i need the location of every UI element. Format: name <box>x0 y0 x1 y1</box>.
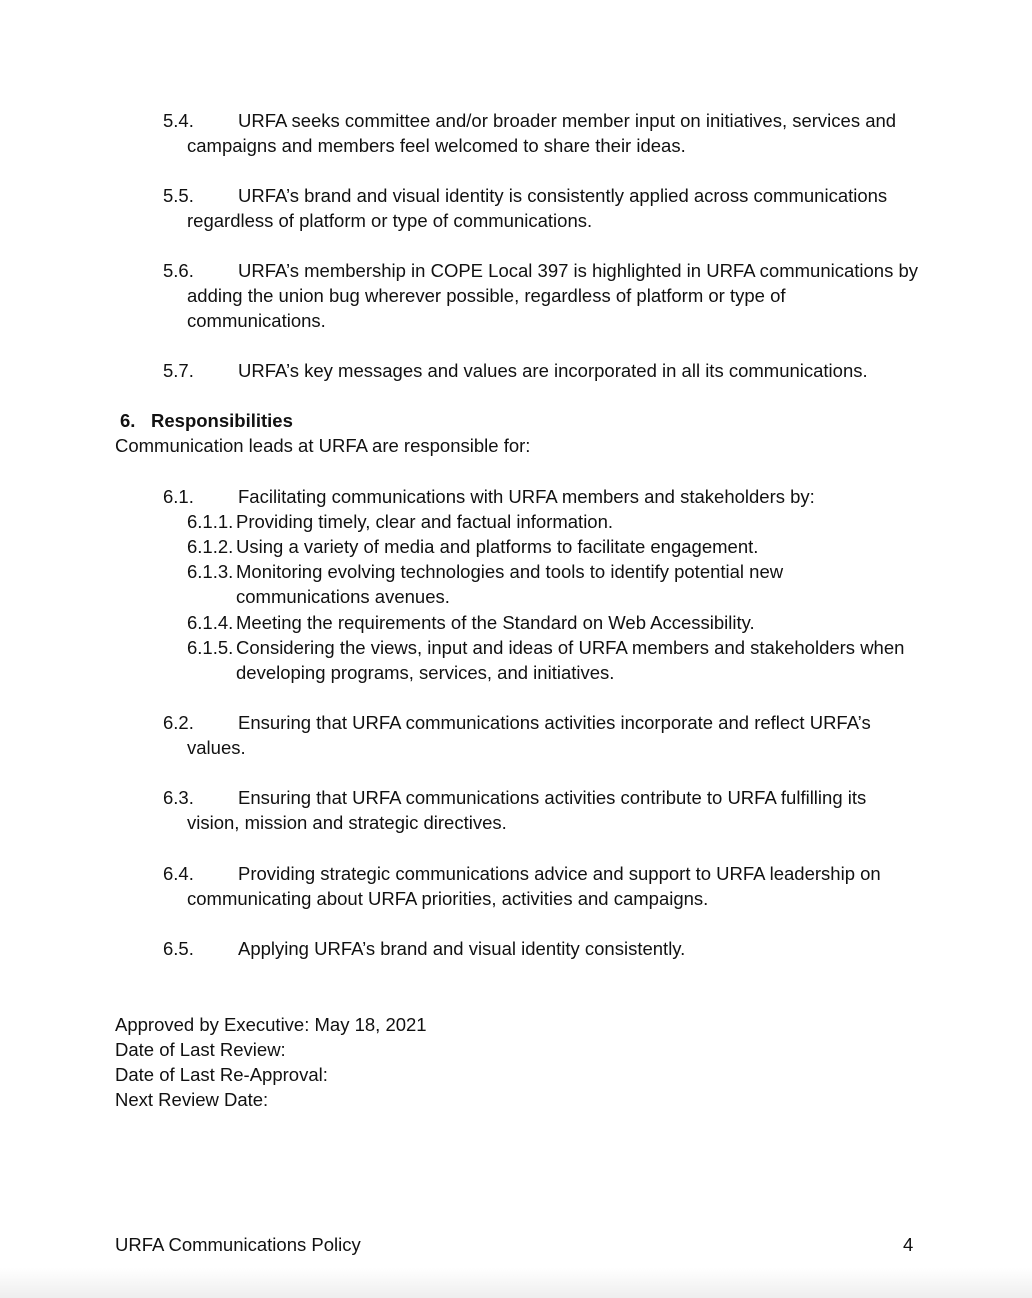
date-of-last-review: Date of Last Review: <box>115 1039 286 1060</box>
subitem-text-line: developing programs, services, and initiatives. <box>236 662 615 683</box>
page-bottom-shadow <box>0 1268 1032 1298</box>
item-text-line: communications. <box>187 310 326 331</box>
subitem-text-line: Monitoring evolving technologies and tools to identify potential new <box>236 561 784 582</box>
subitem-number: 6.1.4. <box>187 612 234 633</box>
item-text-line: Ensuring that URFA communications activities incorporate and reflect URFA’s <box>238 712 871 733</box>
item-number: 6.1. <box>163 486 194 507</box>
subitem-text-line: Considering the views, input and ideas of URFA members and stakeholders when <box>236 637 905 658</box>
item-text-line: regardless of platform or type of communications. <box>187 210 593 231</box>
section-number: 6. <box>120 410 136 431</box>
item-number: 5.7. <box>163 360 194 381</box>
item-text-line: campaigns and members feel welcomed to share their ideas. <box>187 135 686 156</box>
item-text-line: URFA’s membership in COPE Local 397 is highlighted in URFA communications by <box>238 260 919 281</box>
page-number: 4 <box>903 1234 914 1255</box>
subitem-text-line: communications avenues. <box>236 586 450 607</box>
item-text-line: Facilitating communications with URFA members and stakeholders by: <box>238 486 815 507</box>
item-text-line: vision, mission and strategic directives. <box>187 812 507 833</box>
item-number: 5.6. <box>163 260 194 281</box>
item-text-line: adding the union bug wherever possible, regardless of platform or type of <box>187 285 786 306</box>
item-text-line: communicating about URFA priorities, activities and campaigns. <box>187 888 709 909</box>
date-of-last-re-approval: Date of Last Re-Approval: <box>115 1064 328 1085</box>
approved-by-executive: Approved by Executive: May 18, 2021 <box>115 1014 427 1035</box>
subitem-text-line: Using a variety of media and platforms to facilitate engagement. <box>236 536 759 557</box>
section-title: Responsibilities <box>151 410 293 431</box>
item-text-line: values. <box>187 737 246 758</box>
item-text-line: Applying URFA’s brand and visual identity consistently. <box>238 938 686 959</box>
subitem-number: 6.1.3. <box>187 561 234 582</box>
subitem-text-line: Providing timely, clear and factual information. <box>236 511 614 532</box>
footer-title: URFA Communications Policy <box>115 1234 361 1255</box>
item-text-line: URFA’s key messages and values are incorporated in all its communications. <box>238 360 868 381</box>
item-number: 6.4. <box>163 863 194 884</box>
item-number: 6.3. <box>163 787 194 808</box>
item-number: 5.5. <box>163 185 194 206</box>
item-text-line: Providing strategic communications advice and support to URFA leadership on <box>238 863 881 884</box>
section-intro: Communication leads at URFA are responsible for: <box>115 435 531 456</box>
item-text-line: Ensuring that URFA communications activities contribute to URFA fulfilling its <box>238 787 867 808</box>
item-number: 6.5. <box>163 938 194 959</box>
item-number: 6.2. <box>163 712 194 733</box>
subitem-number: 6.1.5. <box>187 637 234 658</box>
item-text-line: URFA seeks committee and/or broader member input on initiatives, services and <box>238 110 897 131</box>
item-text-line: URFA’s brand and visual identity is consistently applied across communications <box>238 185 888 206</box>
subitem-number: 6.1.2. <box>187 536 234 557</box>
subitem-number: 6.1.1. <box>187 511 234 532</box>
item-number: 5.4. <box>163 110 194 131</box>
subitem-text-line: Meeting the requirements of the Standard on Web Accessibility. <box>236 612 755 633</box>
next-review-date: Next Review Date: <box>115 1089 269 1110</box>
